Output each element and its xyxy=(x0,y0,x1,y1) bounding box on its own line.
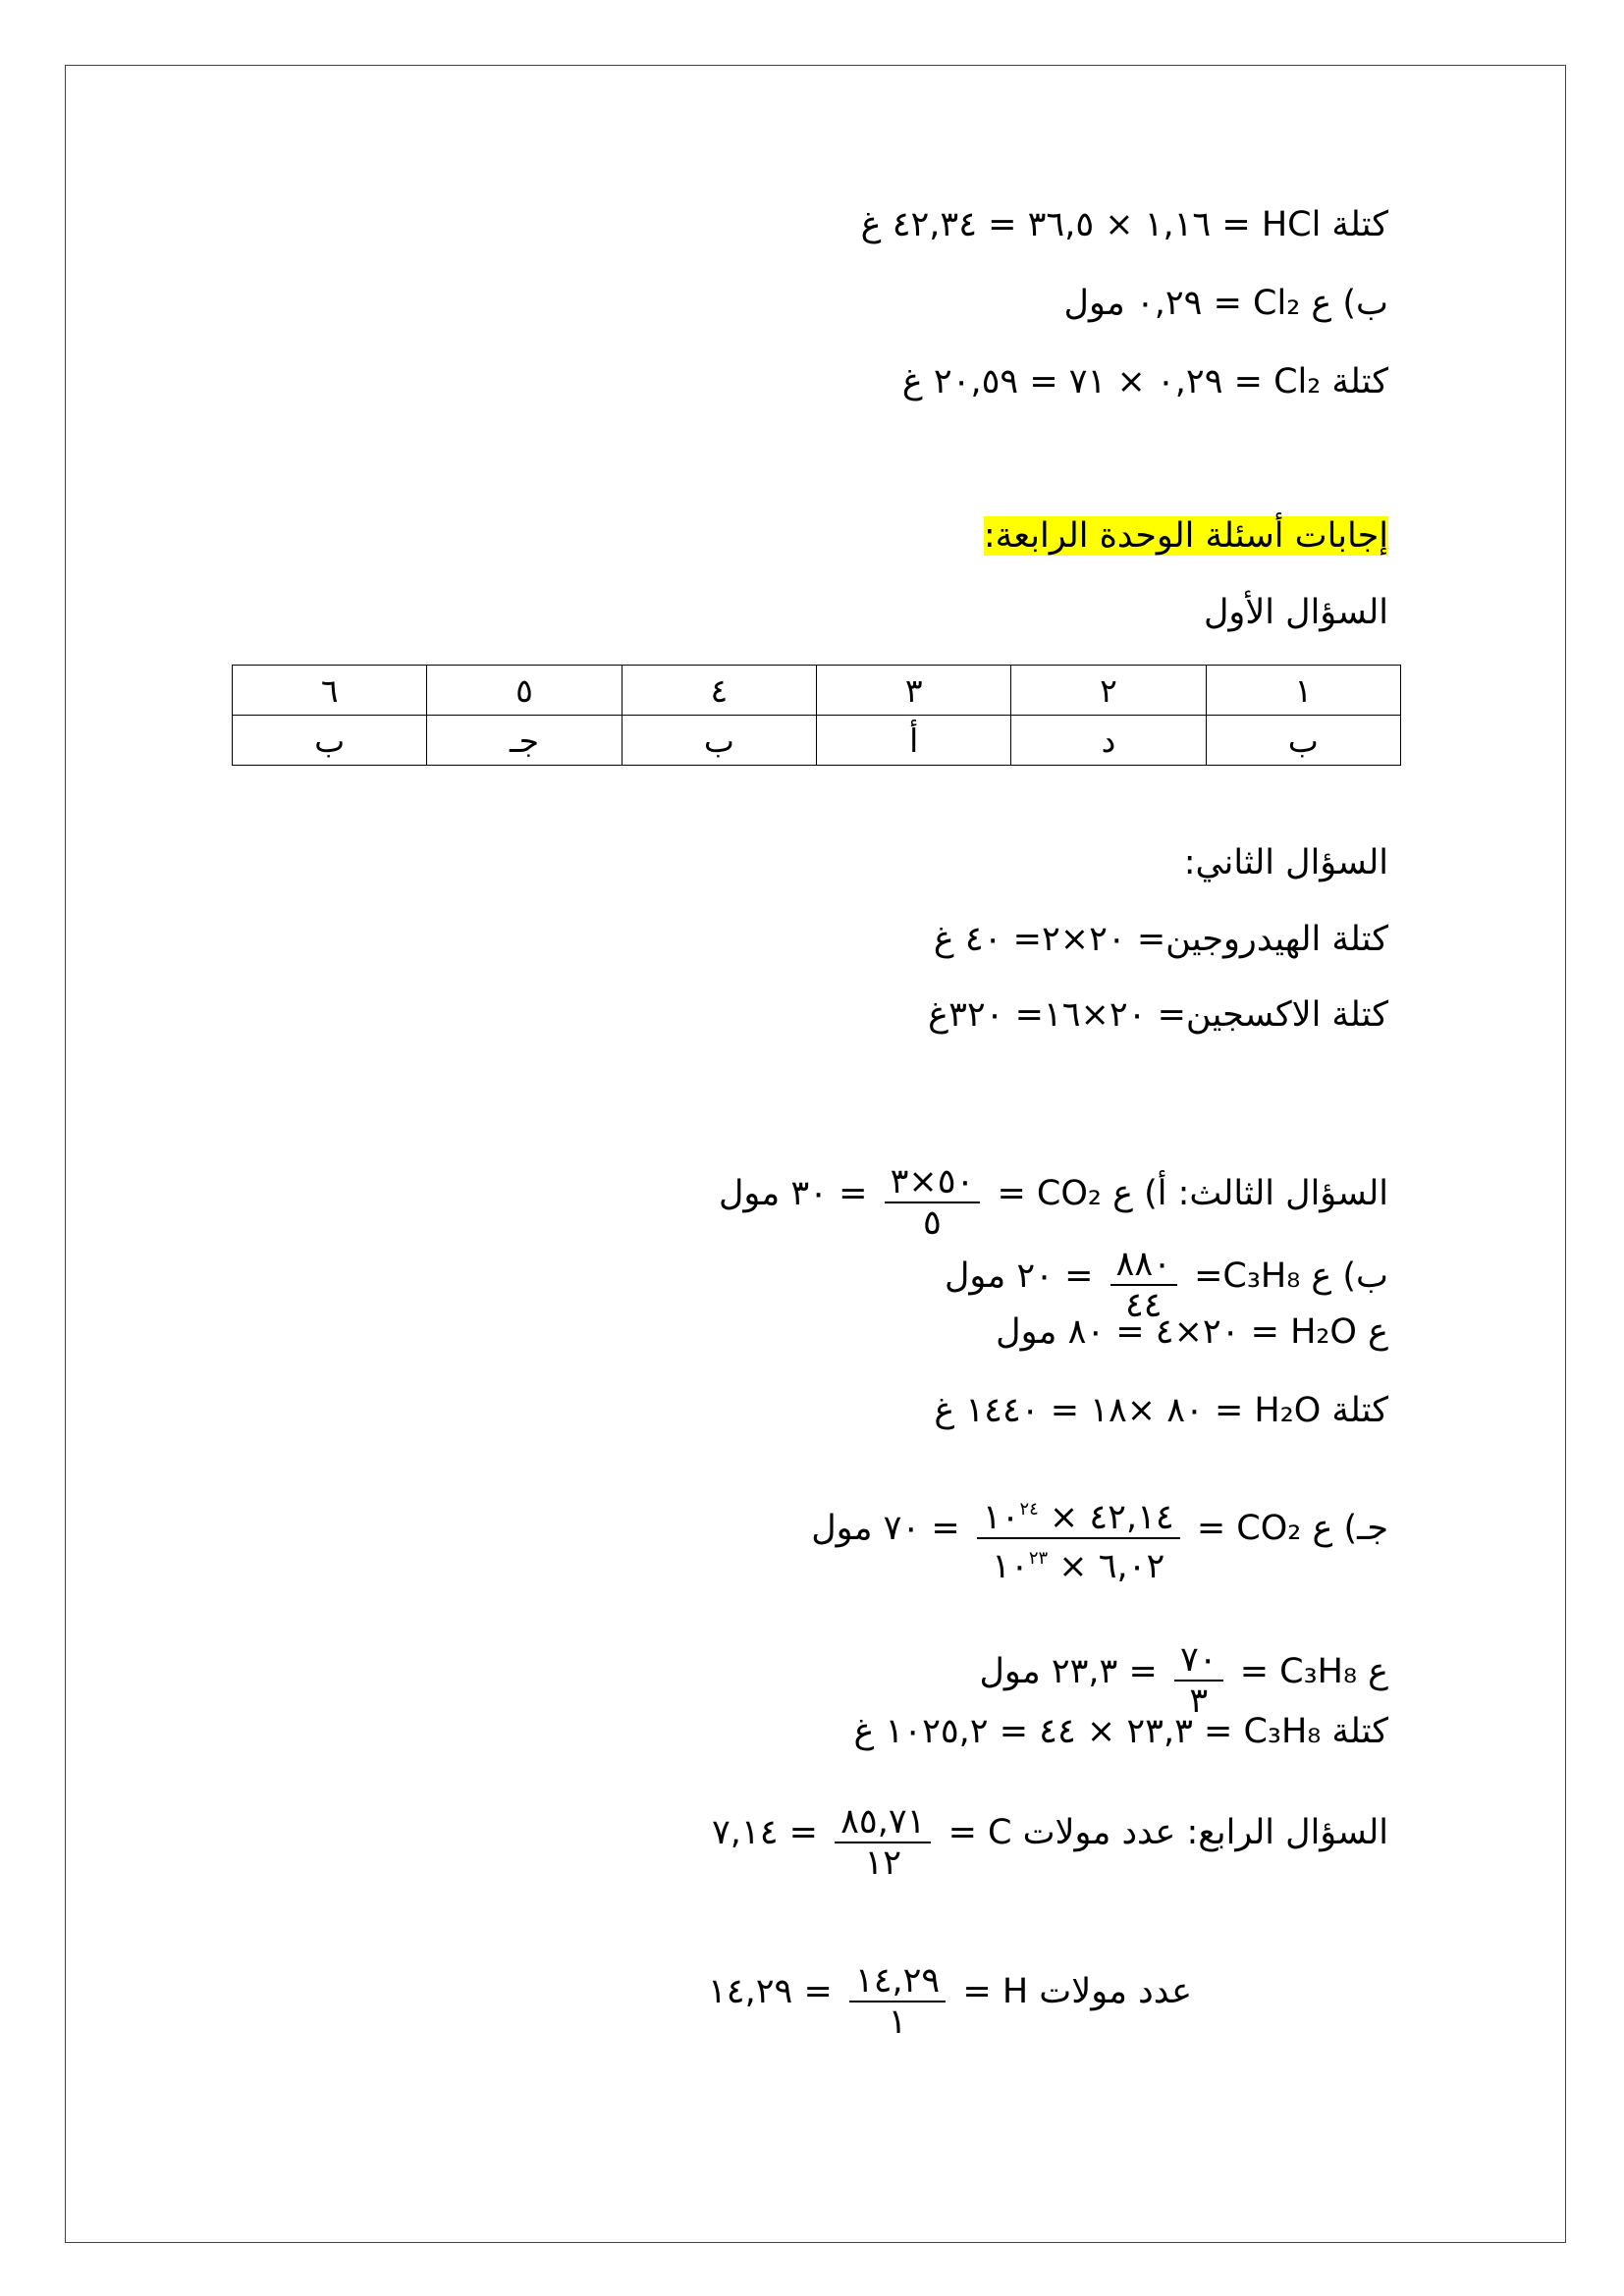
q3c-numerator xyxy=(977,1490,1180,1539)
c3h8-moles-numerator: ٧٠ xyxy=(1174,1640,1223,1682)
q3c-line xyxy=(811,1472,1388,1586)
table-answer-cell: ب xyxy=(1206,716,1400,766)
q3b-prefix: ب) ع C₃H₈= xyxy=(1194,1256,1388,1296)
q3b-result: = ٢٠ مول xyxy=(944,1256,1094,1296)
q3c-denominator-value: ٦,٠٢ × ١٠ xyxy=(992,1547,1165,1586)
c3h8-mass-line: كتلة C₃H₈ = ٢٣,٣ × ٤٤ = ١٠٢٥,٢ غ xyxy=(853,1712,1388,1751)
table-header-cell: ٥ xyxy=(427,666,622,716)
h2o-mass-line: كتلة H₂O = ٨٠ ×١٨ = ١٤٤٠ غ xyxy=(934,1391,1388,1430)
q4-numerator: ٨٥,٧١ xyxy=(835,1802,931,1843)
q3a-prefix: السؤال الثالث: أ) ع CO₂ = xyxy=(997,1174,1388,1213)
q3b-numerator: ٨٨٠ xyxy=(1110,1245,1177,1286)
c3h8-moles-result: = ٢٣,٣ مول xyxy=(979,1652,1158,1691)
table-header-cell: ٢ xyxy=(1011,666,1206,716)
table-header-cell: ٣ xyxy=(817,666,1011,716)
table-answer-cell: جـ xyxy=(427,716,622,766)
q3c-prefix: جـ) ع CO₂ = xyxy=(1196,1509,1388,1548)
h2o-moles-line: ع H₂O = ٢٠×٤ = ٨٠ مول xyxy=(996,1312,1388,1352)
q4-denominator: ١٢ xyxy=(864,1843,902,1883)
table-answer-cell: أ xyxy=(817,716,1011,766)
cl2-mass-line: كتلة Cl₂ = ٠,٢٩ × ٧١ = ٢٠,٥٩ غ xyxy=(901,362,1388,401)
table-row xyxy=(233,666,1401,716)
q4-fraction xyxy=(835,1802,931,1883)
q1-title: السؤال الأول xyxy=(1204,593,1388,632)
q3c-denominator xyxy=(977,1539,1180,1586)
table-answer-cell: ب xyxy=(233,716,427,766)
hcl-mass-line: كتلة HCl = ١,١٦ × ٣٦,٥ = ٤٢,٣٤ غ xyxy=(860,205,1388,244)
table-header-cell: ٤ xyxy=(622,666,816,716)
hydrogen-mass-line: كتلة الهيدروجين= ٢٠×٢= ٤٠ غ xyxy=(933,920,1388,959)
h-moles-denominator: ١ xyxy=(888,2002,907,2042)
q4-prefix: السؤال الرابع: عدد مولات C = xyxy=(947,1813,1388,1852)
table-row xyxy=(233,716,1401,766)
h-moles-fraction xyxy=(849,1961,946,2042)
q1-answer-table xyxy=(232,665,1401,766)
h-moles-result: = ١٤,٢٩ xyxy=(707,1972,833,2011)
q3c-fraction xyxy=(977,1490,1180,1586)
q4-result: = ٧,١٤ xyxy=(711,1813,818,1852)
q2-title: السؤال الثاني: xyxy=(1183,843,1388,882)
h-moles-numerator: ١٤,٢٩ xyxy=(849,1961,946,2002)
table-answer-cell: د xyxy=(1011,716,1206,766)
c3h8-moles-line xyxy=(979,1625,1388,1721)
q3a-denominator: ٥ xyxy=(923,1203,942,1243)
table-header-cell: ٦ xyxy=(233,666,427,716)
q3c-denominator-exponent: ٢٣ xyxy=(1028,1548,1049,1569)
h-moles-line xyxy=(708,1944,1192,2042)
table-answer-cell: ب xyxy=(622,716,816,766)
c3h8-moles-prefix: ع C₃H₈ = xyxy=(1239,1652,1388,1691)
h-moles-prefix: عدد مولات H = xyxy=(962,1972,1192,2011)
unit4-heading xyxy=(984,512,1388,560)
c3h8-moles-denominator: ٣ xyxy=(1189,1682,1209,1721)
q3b-denominator: ٤٤ xyxy=(1124,1286,1163,1325)
oxygen-mass-line: كتلة الاكسجين= ٢٠×١٦= ٣٢٠غ xyxy=(928,995,1388,1035)
unit4-heading-text: إجابات أسئلة الوحدة الرابعة: xyxy=(983,516,1388,556)
cl2-moles-line: ب) ع Cl₂ = ٠,٢٩ مول xyxy=(1063,284,1388,323)
q3a-numerator: ٥٠×٣ xyxy=(885,1162,981,1203)
q3c-result: = ٧٠ مول xyxy=(811,1509,960,1548)
table-header-cell: ١ xyxy=(1206,666,1400,716)
q3c-numerator-value: ٤٢,١٤ × ١٠ xyxy=(982,1498,1174,1537)
q4-line xyxy=(712,1785,1388,1883)
q3a-result: = ٣٠ مول xyxy=(718,1174,868,1213)
q3c-numerator-exponent: ٢٤ xyxy=(1019,1499,1039,1520)
